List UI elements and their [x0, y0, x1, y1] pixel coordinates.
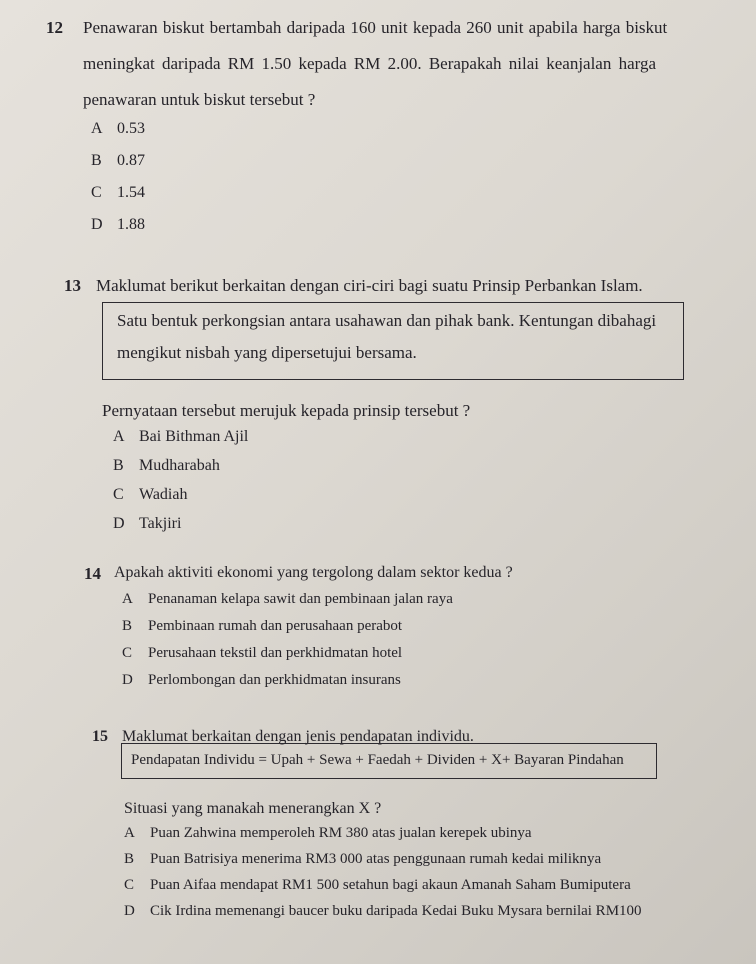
option-text: Perusahaan tekstil dan perkhidmatan hotel — [148, 645, 403, 661]
option-text: 1.88 — [117, 216, 145, 233]
option-letter: B — [91, 152, 102, 169]
option-text: Penanaman kelapa sawit dan pembinaan jalan raya — [148, 591, 453, 607]
option-text: Mudharabah — [139, 457, 220, 474]
option-text: Bai Bithman Ajil — [139, 428, 249, 445]
info-box-line-1: Satu bentuk perkongsian antara usahawan dan pihak bank. Kentungan dibahagi — [117, 311, 657, 330]
question-15-option-c[interactable] — [124, 877, 631, 894]
question-15-prompt: Situasi yang manakah menerangkan X ? — [124, 800, 382, 817]
option-letter: C — [91, 184, 102, 201]
info-box-line-2: mengikut nisbah yang dipersetujui bersama. — [117, 343, 417, 362]
option-letter: A — [122, 591, 133, 607]
question-15-option-b[interactable] — [124, 851, 601, 868]
question-12-option-d[interactable] — [91, 216, 145, 234]
question-12-stem-line-2: meningkat daripada RM 1.50 kepada RM 2.00. Berapakah nilai keanjalan harga — [83, 54, 657, 73]
option-letter: D — [122, 672, 133, 688]
option-text: Wadiah — [139, 486, 188, 503]
option-text: Puan Aifaa mendapat RM1 500 setahun bagi akaun Amanah Saham Bumiputera — [150, 877, 631, 893]
question-13-option-b[interactable] — [113, 457, 220, 475]
question-12-option-a[interactable] — [91, 120, 145, 138]
option-text: Pembinaan rumah dan perusahaan perabot — [148, 618, 403, 634]
option-letter: B — [113, 457, 124, 474]
option-letter: A — [124, 825, 135, 841]
question-13-info-box — [102, 302, 684, 380]
option-text: Perlombongan dan perkhidmatan insurans — [148, 672, 401, 688]
question-12-option-c[interactable] — [91, 184, 145, 202]
option-text: 0.87 — [117, 152, 145, 169]
option-letter: D — [113, 515, 125, 532]
option-letter: C — [124, 877, 135, 893]
option-letter: D — [91, 216, 103, 233]
option-letter: C — [113, 486, 124, 503]
question-15-option-d[interactable] — [124, 903, 642, 920]
option-text: Puan Zahwina memperoleh RM 380 atas jualan kerepek ubinya — [150, 825, 532, 841]
question-14-option-a[interactable] — [122, 591, 453, 608]
option-letter: D — [124, 903, 135, 919]
option-letter: A — [113, 428, 125, 445]
question-12-stem-line-1: Penawaran biskut bertambah daripada 160 unit kepada 260 unit apabila harga biskut — [83, 18, 668, 37]
question-13-option-d[interactable] — [113, 515, 181, 533]
question-14-option-b[interactable] — [122, 618, 402, 635]
question-15-stem: Maklumat berkaitan dengan jenis pendapatan individu. — [122, 728, 474, 745]
formula-text: Pendapatan Individu = Upah + Sewa + Faedah + Dividen + X+ Bayaran Pindahan — [131, 752, 624, 768]
question-15-formula-box — [121, 743, 657, 779]
option-text: 1.54 — [117, 184, 145, 201]
question-15-option-a[interactable] — [124, 825, 532, 842]
option-text: Takjiri — [139, 515, 182, 532]
question-14-option-c[interactable] — [122, 645, 402, 662]
option-text: 0.53 — [117, 120, 145, 137]
question-13-option-c[interactable] — [113, 486, 187, 504]
question-number-15: 15 — [92, 728, 108, 745]
question-number-13: 13 — [64, 276, 81, 295]
option-text: Cik Irdina memenangi baucer buku daripada Kedai Buku Mysara bernilai RM100 — [150, 903, 642, 919]
option-text: Puan Batrisiya menerima RM3 000 atas penggunaan rumah kedai miliknya — [150, 851, 602, 867]
question-14-stem: Apakah aktiviti ekonomi yang tergolong dalam sektor kedua ? — [114, 564, 513, 581]
option-letter: C — [122, 645, 133, 661]
question-12-option-b[interactable] — [91, 152, 145, 170]
option-letter: B — [122, 618, 133, 634]
question-14-option-d[interactable] — [122, 672, 401, 689]
question-13-stem: Maklumat berikut berkaitan dengan ciri-ciri bagi suatu Prinsip Perbankan Islam. — [96, 276, 643, 295]
question-13-prompt: Pernyataan tersebut merujuk kepada prinsip tersebut ? — [102, 401, 471, 420]
option-letter: A — [91, 120, 103, 137]
question-number-14: 14 — [84, 564, 101, 583]
question-12-stem-line-3: penawaran untuk biskut tersebut ? — [83, 90, 316, 109]
question-number-12: 12 — [46, 18, 63, 37]
option-letter: B — [124, 851, 135, 867]
question-13-option-a[interactable] — [113, 428, 248, 446]
